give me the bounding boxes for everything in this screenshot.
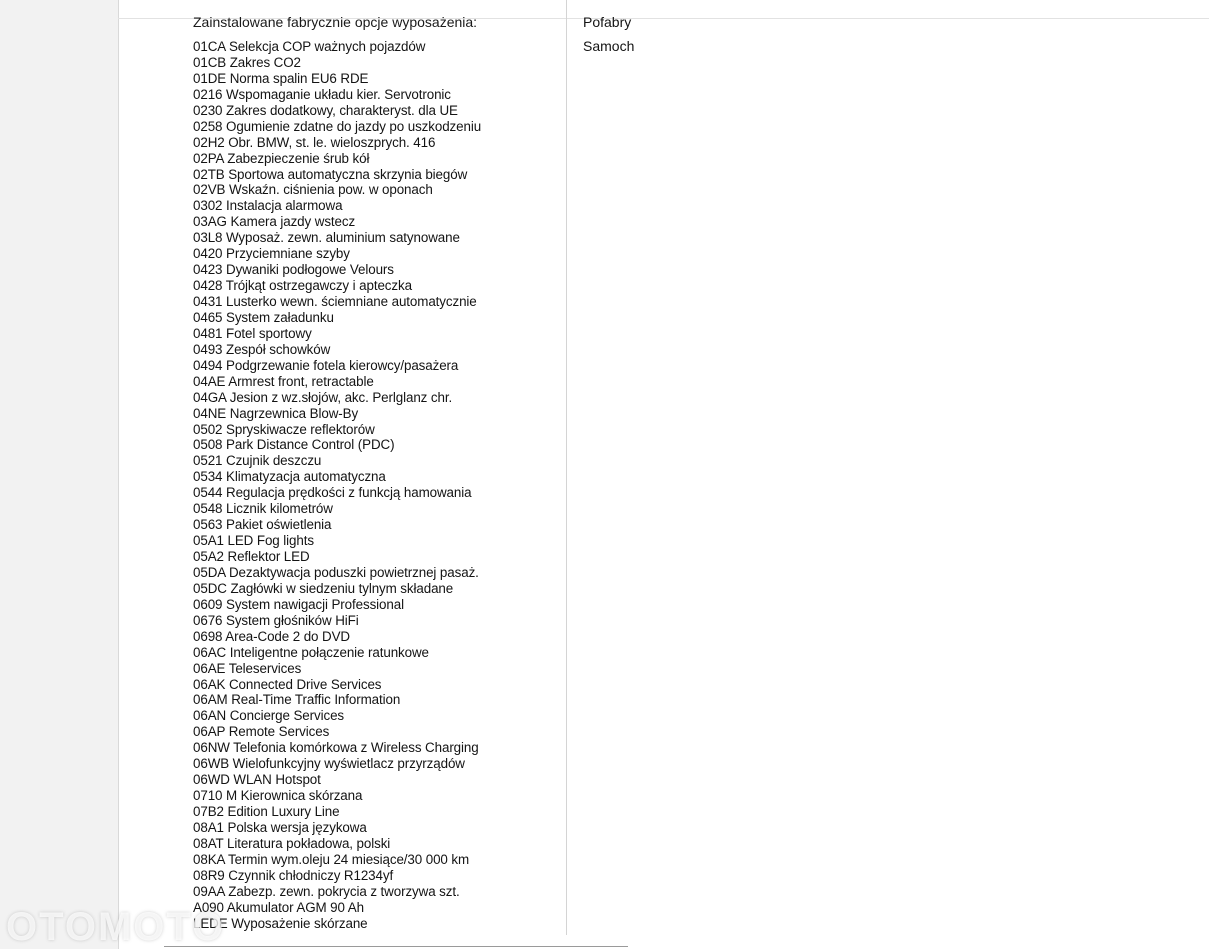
option-item: 04NE Nagrzewnica Blow-By [193, 405, 359, 421]
right-column-line: Pofabry [583, 14, 632, 30]
option-item: 0548 Licznik kilometrów [193, 501, 333, 517]
option-item: 0544 Regulacja prędkości z funkcją hamowania [193, 485, 472, 501]
option-item: 0534 Klimatyzacja automatyczna [193, 469, 386, 485]
option-item: 0481 Fotel sportowy [193, 325, 312, 341]
option-item: 02TB Sportowa automatyczna skrzynia biegów [193, 166, 468, 182]
option-item: LEDE Wyposażenie skórzane [193, 915, 368, 931]
option-item: A090 Akumulator AGM 90 Ah [193, 899, 364, 915]
option-item: 0493 Zespół schowków [193, 341, 331, 357]
option-item: 08R9 Czynnik chłodniczy R1234yf [193, 867, 394, 883]
option-item: 0465 System załadunku [193, 309, 334, 325]
option-item: 06WD WLAN Hotspot [193, 772, 321, 788]
option-item: 0428 Trójkąt ostrzegawczy i apteczka [193, 278, 412, 294]
option-item: 05DA Dezaktywacja poduszki powietrznej pasaż. [193, 564, 479, 580]
option-item: 0216 Wspomaganie układu kier. Servotronic [193, 86, 451, 102]
option-item: 06AP Remote Services [193, 724, 330, 740]
option-item: 06NW Telefonia komórkowa z Wireless Charging [193, 740, 479, 756]
otomoto-watermark: OTOMOTO [6, 905, 226, 949]
option-item: 0710 M Kierownica skórzana [193, 788, 363, 804]
option-item: 0302 Instalacja alarmowa [193, 198, 343, 214]
option-item: 01CA Selekcja COP ważnych pojazdów [193, 39, 426, 54]
option-item: 0423 Dywaniki podłogowe Velours [193, 262, 394, 278]
option-item: 0521 Czujnik deszczu [193, 453, 322, 469]
option-item: 06AN Concierge Services [193, 708, 345, 724]
option-item: 0698 Area-Code 2 do DVD [193, 628, 351, 644]
option-item: 03AG Kamera jazdy wstecz [193, 214, 356, 230]
option-item: 0609 System nawigacji Professional [193, 596, 404, 612]
factory-options-list [193, 39, 481, 932]
option-item: 05DC Zagłówki w siedzeniu tylnym składane [193, 580, 454, 596]
option-item: 0431 Lusterko wewn. ściemniane automatycznie [193, 294, 477, 309]
option-item: 08KA Termin wym.oleju 24 miesiące/30 000 km [193, 851, 470, 867]
option-item: 07B2 Edition Luxury Line [193, 804, 340, 819]
option-item: 0502 Spryskiwacze reflektorów [193, 421, 375, 437]
option-item: 08AT Literatura pokładowa, polski [193, 835, 391, 851]
right-column-line: Samoch [583, 38, 635, 54]
option-item: 06AC Inteligentne połączenie ratunkowe [193, 644, 429, 660]
option-item: 05A1 LED Fog lights [193, 533, 314, 549]
option-item: 06AE Teleservices [193, 660, 302, 676]
option-item: 0494 Podgrzewanie fotela kierowcy/pasażera [193, 357, 459, 373]
option-item: 0508 Park Distance Control (PDC) [193, 437, 395, 453]
option-item: 03L8 Wyposaż. zewn. aluminium satynowane [193, 230, 460, 246]
option-item: 08A1 Polska wersja językowa [193, 819, 367, 835]
option-item: 02VB Wskaźn. ciśnienia pow. w oponach [193, 182, 433, 198]
option-item: 01DE Norma spalin EU6 RDE [193, 70, 369, 86]
option-item: 04AE Armrest front, retractable [193, 373, 374, 389]
bottom-rule [164, 946, 628, 947]
option-item: 01CB Zakres CO2 [193, 54, 301, 70]
option-item: 02H2 Obr. BMW, st. le. wieloszprych. 416 [193, 134, 436, 150]
option-item: 0258 Ogumienie zdatne do jazdy po uszkodzeniu [193, 118, 482, 134]
column-divider [566, 0, 567, 935]
option-item: 06AM Real-Time Traffic Information [193, 692, 401, 708]
option-item: 04GA Jesion z wz.słojów, akc. Perlglanz chr. [193, 389, 453, 405]
option-item: 06WB Wielofunkcyjny wyświetlacz przyrządów [193, 756, 465, 772]
option-item: 0563 Pakiet oświetlenia [193, 517, 332, 533]
option-item: 09AA Zabezp. zewn. pokrycia z tworzywa szt. [193, 883, 460, 899]
left-margin [0, 0, 119, 949]
right-column [583, 12, 635, 60]
options-heading: Zainstalowane fabrycznie opcje wyposażenia: [193, 14, 478, 30]
option-item: 0420 Przyciemniane szyby [193, 246, 350, 262]
option-item: 0676 System głośników HiFi [193, 612, 359, 628]
option-item: 05A2 Reflektor LED [193, 549, 310, 564]
option-item: 06AK Connected Drive Services [193, 676, 382, 692]
option-item: 0230 Zakres dodatkowy, charakteryst. dla UE [193, 102, 458, 118]
option-item: 02PA Zabezpieczenie śrub kół [193, 150, 370, 166]
